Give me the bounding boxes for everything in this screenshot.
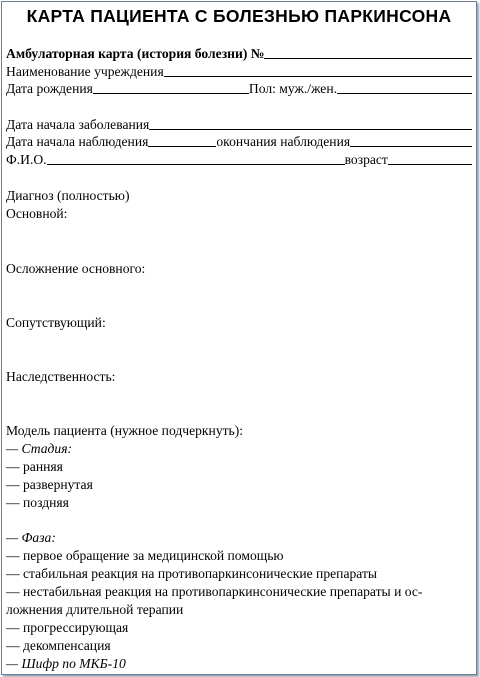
diagnosis-concomitant: Сопутствующий:: [6, 315, 106, 330]
phase-option[interactable]: — первое обращение за медицинской помощью: [6, 548, 284, 563]
birth-date-blank[interactable]: [93, 81, 249, 94]
icd-code-label: — Шифр по МКБ-10: [6, 656, 126, 671]
phase-option[interactable]: — декомпенсация: [6, 638, 111, 653]
observation-start-label: Дата начала наблюдения: [6, 134, 149, 149]
patient-card: [1, 1, 477, 675]
stage-option[interactable]: — развернутая: [6, 477, 93, 492]
institution-row: [6, 64, 472, 80]
card-title: КАРТА ПАЦИЕНТА С БОЛЕЗНЬЮ ПАРКИНСОНА: [26, 6, 452, 26]
age-label: возраст: [344, 152, 388, 167]
observation-row: [6, 134, 472, 150]
stage-label: — Стадия:: [6, 441, 73, 456]
model-heading: Модель пациента (нужное подчеркнуть):: [6, 423, 244, 438]
stage-option[interactable]: — поздняя: [6, 495, 69, 510]
onset-row: [6, 117, 472, 133]
observation-end-blank[interactable]: [350, 134, 472, 147]
onset-date-label: Дата начала заболевания: [6, 117, 150, 132]
diagnosis-heredity: Наследственность:: [6, 369, 116, 384]
card-number-label: Амбулаторная карта (история болезни) №: [6, 46, 265, 61]
observation-end-label: окончания наблюдения: [216, 134, 351, 149]
stage-option[interactable]: — ранняя: [6, 459, 63, 474]
phase-label: — Фаза:: [6, 530, 56, 545]
institution-blank[interactable]: [164, 64, 472, 77]
sex-label: Пол: муж./жен.: [248, 81, 338, 96]
age-blank[interactable]: [388, 152, 472, 165]
card-number-row: [6, 46, 472, 62]
full-name-blank[interactable]: [47, 152, 345, 165]
card-number-blank[interactable]: [264, 46, 472, 59]
onset-date-blank[interactable]: [149, 117, 472, 130]
birth-sex-row: [6, 81, 472, 97]
name-age-row: [6, 152, 472, 168]
phase-option[interactable]: — прогрессирующая: [6, 620, 129, 635]
diagnosis-heading: Диагноз (полностью): [6, 188, 130, 203]
phase-option-continued: ложнения длительной терапии: [6, 602, 184, 617]
diagnosis-main: Основной:: [6, 206, 68, 221]
phase-option[interactable]: — стабильная реакция на противопаркинсонические препараты: [6, 566, 378, 581]
sex-blank[interactable]: [337, 81, 472, 94]
birth-date-label: Дата рождения: [6, 81, 93, 96]
observation-start-blank[interactable]: [148, 134, 216, 147]
institution-label: Наименование учреждения: [6, 64, 164, 79]
phase-option[interactable]: — нестабильная реакция на противопаркинсонические препараты и ос-: [6, 584, 423, 599]
full-name-label: Ф.И.О.: [6, 152, 47, 167]
diagnosis-complication: Осложнение основного:: [6, 261, 146, 276]
